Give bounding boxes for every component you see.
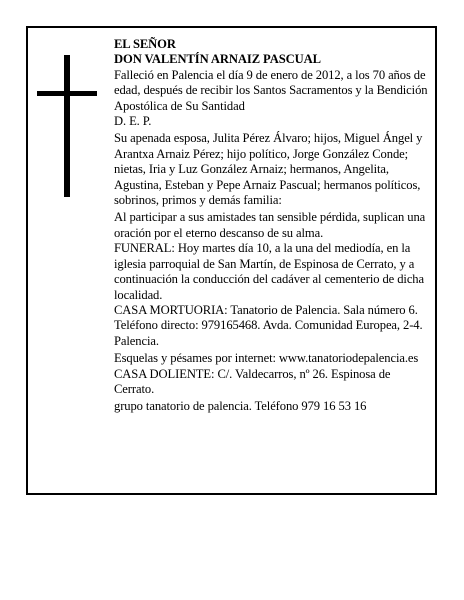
cross-horizontal-bar — [37, 91, 97, 96]
title-line-1: EL SEÑOR — [114, 37, 176, 51]
cross-icon — [37, 55, 97, 197]
request-paragraph: Al participar a sus amistades tan sensible pérdida, suplican una oración por el eterno descanso de su alma. — [114, 210, 426, 240]
casa-mortuoria-paragraph: CASA MORTUORIA: Tanatorio de Palencia. Sala número 6. Teléfono directo: 979165468. Avda. Comunidad Europea, 2-4. Palencia. — [114, 302, 423, 348]
esquelas-paragraph: Esquelas y pésames por internet: www.tanatoriodepalencia.es — [114, 351, 419, 366]
dep-line: D. E. P. — [114, 114, 152, 129]
funeral-paragraph: FUNERAL: Hoy martes día 10, a la una del mediodía, en la iglesia parroquial de San Martín, de Espinosa de Cerrato, y a continuación la conducción del cadáver al cementerio de dicha localidad. — [114, 241, 424, 302]
notice-text — [114, 37, 430, 415]
death-statement: Falleció en Palencia el día 9 de enero de 2012, a los 70 años de edad, después de recibir los Santos Sacramentos y la Bendición Apostólica de Su Santidad — [114, 67, 428, 113]
footer-line: grupo tanatorio de palencia. Teléfono 979 16 53 16 — [114, 399, 367, 414]
cross-vertical-bar — [64, 55, 70, 197]
title-line-2: DON VALENTÍN ARNAIZ PASCUAL — [114, 52, 321, 67]
family-paragraph: Su apenada esposa, Julita Pérez Álvaro; hijos, Miguel Ángel y Arantxa Arnaiz Pérez; hijo político, Jorge González Conde; nietas, Iria y Luz González Arnaiz; hermanos, Angelita, Agustina, Esteban y Pepe Arnaiz Pascual; hermanos políticos, sobrinos, primos y demás familia: — [114, 131, 423, 208]
casa-doliente-paragraph: CASA DOLIENTE: C/. Valdecarros, nº 26. Espinosa de Cerrato. — [114, 366, 391, 396]
